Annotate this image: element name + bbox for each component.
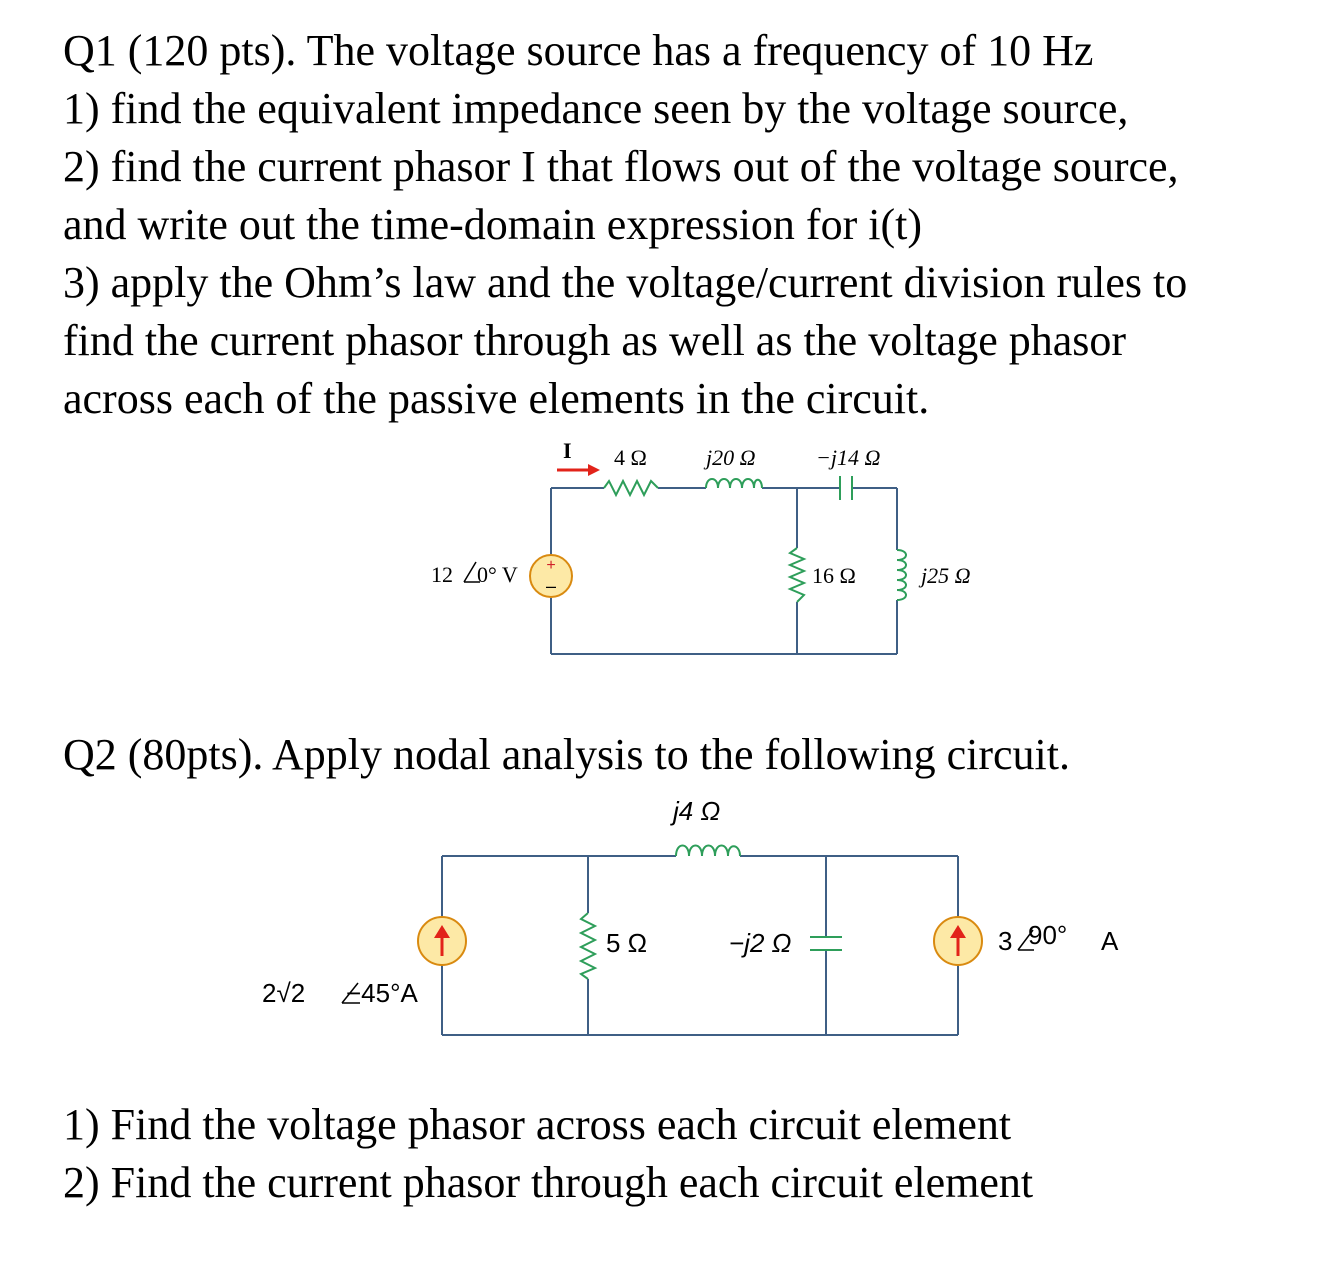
q1-voltage-source (530, 555, 572, 597)
q1-line-1: Q1 (120 pts). The voltage source has a frequency of 10 Hz (63, 26, 1094, 75)
svg-text:+: + (546, 557, 556, 574)
q1-current-label: I (563, 438, 572, 463)
q1-inductor-j20 (706, 479, 762, 488)
q2-task-1: 1) Find the voltage phasor across each circuit element (63, 1100, 1012, 1149)
q2-resistor-label: 5 Ω (606, 928, 648, 958)
q1-source-mag: 12 (431, 562, 453, 587)
q2-task-2: 2) Find the current phasor through each circuit element (63, 1158, 1034, 1207)
q1-line-2: 1) find the equivalent impedance seen by the voltage source, (63, 84, 1129, 133)
q2-inductor-label: j4 Ω (673, 796, 721, 826)
q1-c1-label: −j14 Ω (816, 445, 881, 470)
q1-r2-label: 16 Ω (812, 563, 856, 588)
q1-line-6: find the current phasor through as well as the voltage phasor (63, 316, 1127, 365)
q2-left-source-prefix: 2√2 (262, 978, 306, 1008)
q1-source-angle: 0° V (477, 562, 518, 587)
q1-resistor-4ohm (604, 481, 658, 495)
q1-line-4: and write out the time-domain expression for i(t) (63, 200, 922, 249)
q2-tasks (63, 1096, 1033, 1212)
q1-line-3: 2) find the current phasor I that flows out of the voltage source, (63, 142, 1179, 191)
q1-capacitor-minus-j14 (840, 476, 852, 500)
q1-l1-label: j20 Ω (706, 445, 756, 470)
svg-text:–: – (545, 576, 557, 596)
q2-right-source-angle: 90° (1028, 920, 1068, 950)
q1-l2-label: j25 Ω (921, 563, 971, 588)
q2-left-source-angle: −45°A (346, 978, 418, 1008)
q2-capacitor-label: −j2 Ω (729, 928, 792, 958)
q2-right-source-mag: 3 (998, 926, 1013, 956)
q1-inductor-j25 (897, 550, 906, 600)
q1-r1-label: 4 Ω (614, 445, 647, 470)
q1-line-5: 3) apply the Ohm’s law and the voltage/current division rules to (63, 258, 1188, 307)
q2-title: Q2 (80pts). Apply nodal analysis to the following circuit. (63, 730, 1070, 779)
q1-resistor-16ohm (790, 548, 804, 602)
q1-line-7: across each of the passive elements in the circuit. (63, 374, 930, 423)
q2-right-source-unit: A (1101, 926, 1119, 956)
q1-current-arrow (557, 464, 600, 476)
